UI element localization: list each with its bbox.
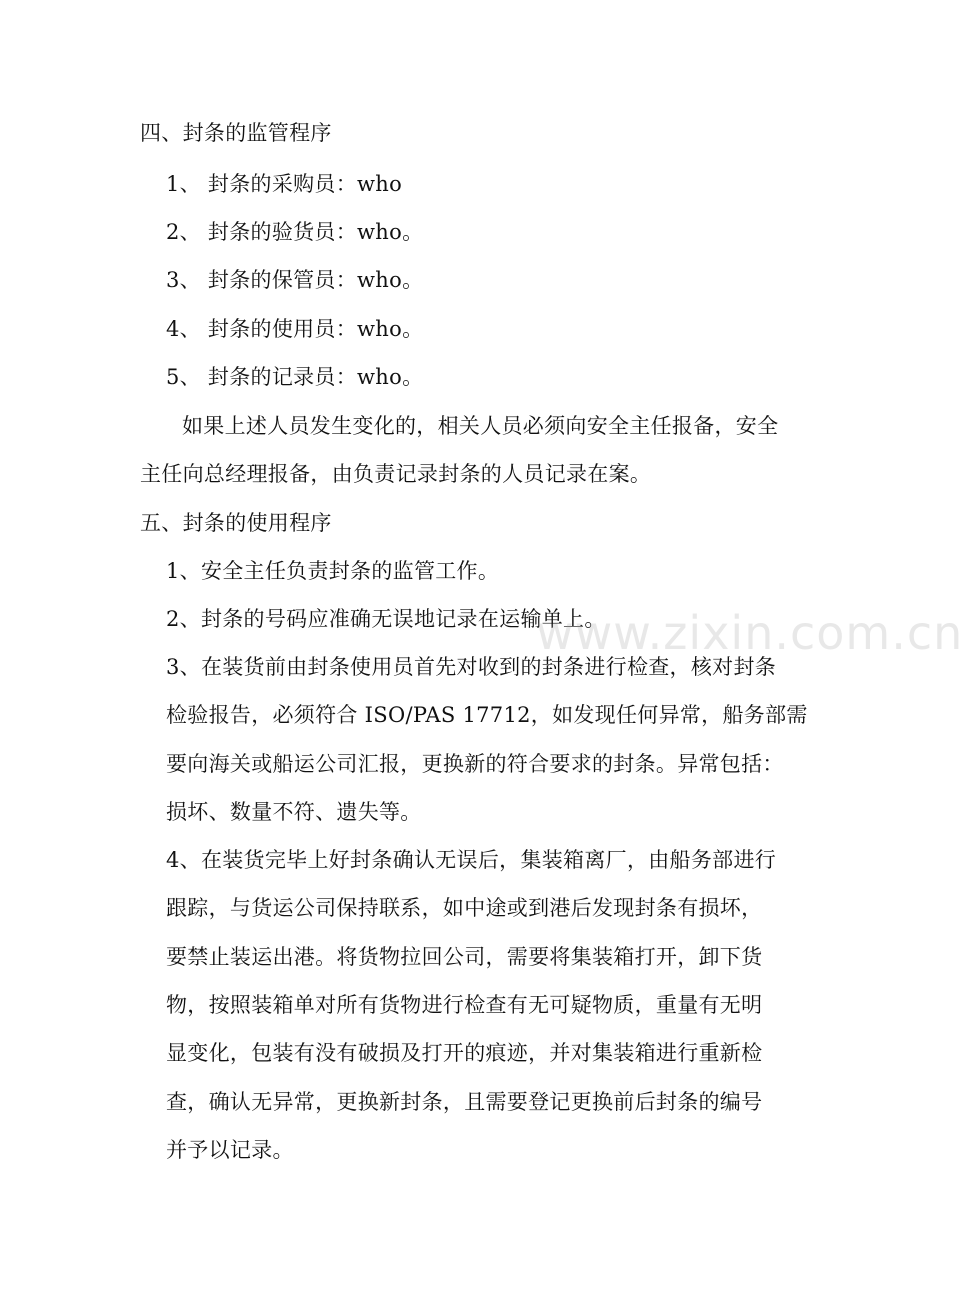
section4-item-1: 1、 封条的采购员：who [166,172,403,196]
section4-item-2: 2、 封条的验货员：who。 [166,220,424,244]
section5-item-2: 2、封条的号码应准确无误地记录在运输单上。 [166,607,606,631]
section5-item-3-line-2: 检验报告，必须符合 ISO/PAS 17712，如发现任何异常，船务部需 [166,703,808,727]
section5-item-4-line-6: 查，确认无异常，更换新封条，且需要登记更换前后封条的编号 [166,1090,763,1114]
section4-item-3: 3、 封条的保管员：who。 [166,268,424,292]
section4-heading: 四、封条的监管程序 [140,121,332,145]
section5-item-4-line-2: 跟踪，与货运公司保持联系，如中途或到港后发现封条有损坏， [166,896,763,920]
section5-item-3-line-4: 损坏、数量不符、遗失等。 [166,800,422,824]
section4-note-line-2: 主任向总经理报备，由负责记录封条的人员记录在案。 [140,462,652,486]
section4-item-5: 5、 封条的记录员：who。 [166,365,424,389]
section5-heading: 五、封条的使用程序 [140,511,332,535]
section5-item-4-line-7: 并予以记录。 [166,1138,294,1162]
section5-item-4-line-4: 物，按照装箱单对所有货物进行检查有无可疑物质，重量有无明 [166,993,763,1017]
section4-note-line-1: 如果上述人员发生变化的，相关人员必须向安全主任报备，安全 [182,414,779,438]
section5-item-4-line-1: 4、在装货完毕上好封条确认无误后，集装箱离厂，由船务部进行 [166,848,777,872]
section5-item-1: 1、安全主任负责封条的监管工作。 [166,559,500,583]
section5-item-3-line-3: 要向海关或船运公司汇报，更换新的符合要求的封条。异常包括： [166,752,784,776]
section5-item-3-line-1: 3、在装货前由封条使用员首先对收到的封条进行检查，核对封条 [166,655,777,679]
section4-item-4: 4、 封条的使用员：who。 [166,317,424,341]
watermark: www.zixin.com.cn [536,606,963,660]
section5-item-4-line-5: 显变化，包装有没有破损及打开的痕迹，并对集装箱进行重新检 [166,1041,763,1065]
section5-item-4-line-3: 要禁止装运出港。将货物拉回公司，需要将集装箱打开，卸下货 [166,945,763,969]
